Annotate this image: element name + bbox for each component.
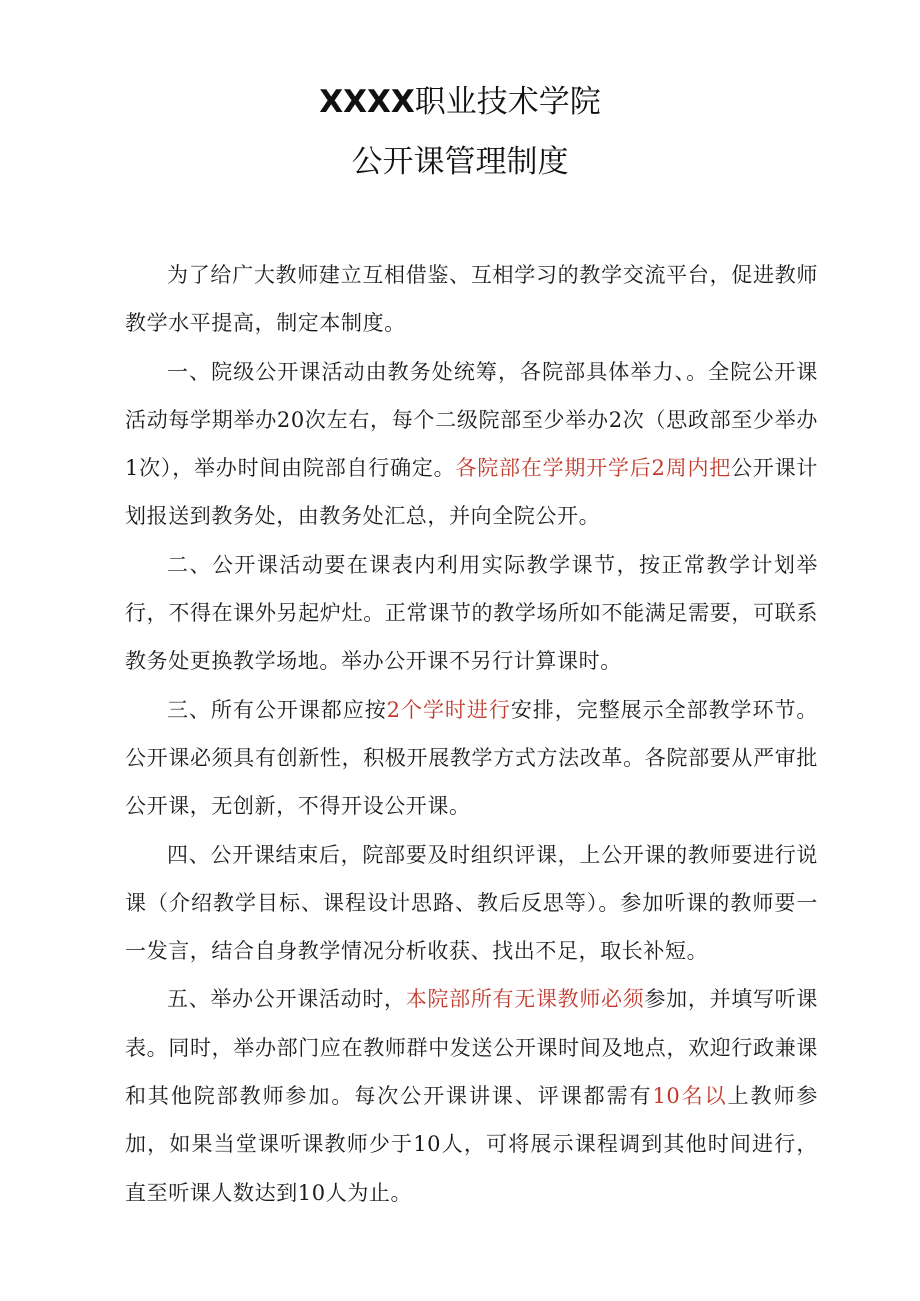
paragraph-clause-4 — [125, 831, 818, 976]
paragraph-clause-5 — [125, 975, 818, 1216]
highlighted-text: 10名以 — [652, 1084, 728, 1109]
paragraph-text: 安排，完整展示全部教学环节。公开课必须具有创新性，积极开展教学方式方法改革。各院部要从严审批公开课，无创新，不得开设公开课。 — [125, 697, 819, 819]
paragraph-text: 一、院级公开课活动由教务处统筹，各院部具体举力、。全院公开课活动每学期举办20次左右，每个二级院部至少举办2次（思政部至少举办1次），举办时间由院部自行确定。 — [125, 359, 818, 481]
document-body — [125, 251, 818, 1217]
institution-type: 职业技术学院 — [414, 84, 601, 120]
institution-name-placeholder: XXXX — [319, 84, 415, 120]
paragraph-clause-1 — [125, 348, 818, 541]
highlighted-text: 2个学时进行 — [386, 697, 511, 722]
paragraph-text: 公开课计划报送到教务处，由教务处汇总，并向全院公开。 — [125, 456, 818, 529]
paragraph-text: 四、公开课结束后，院部要及时组织评课，上公开课的教师要进行说课（介绍教学目标、课程设计思路、教后反思等）。参加听课的教师要一一发言，结合自身教学情况分析收获、找出不足，取长补短。 — [125, 842, 818, 964]
highlighted-text: 本院部所有无课教师必须 — [405, 987, 645, 1012]
document-title-line-2: 公开课管理制度 — [351, 144, 569, 180]
paragraph-text: 二、公开课活动要在课表内利用实际教学课节，按正常教学计划举行，不得在课外另起炉灶。正常课节的教学场所如不能满足需要，可联系教务处更换教学场地。举办公开课不另行计算课时。 — [125, 552, 818, 674]
paragraph-clause-2 — [125, 541, 818, 686]
paragraph-text: 三、所有公开课都应按 — [167, 697, 387, 722]
paragraph-intro — [125, 251, 818, 348]
document-title-line-1 — [0, 82, 920, 122]
paragraph-text: 为了给广大教师建立互相借鉴、互相学习的教学交流平台，促进教师教学水平提高，制定本制度。 — [125, 263, 818, 336]
paragraph-clause-3 — [125, 686, 818, 831]
paragraph-text: 五、举办公开课活动时， — [167, 987, 406, 1012]
paragraph-text: 参加，并填写听课表。同时，举办部门应在教师群中发送公开课时间及地点，欢迎行政兼课和其他院部教师参加。每次公开课讲课、评课都需有 — [125, 987, 818, 1109]
paragraph-text: 上教师参加，如果当堂课听课教师少于10人，可将展示课程调到其他时间进行，直至听课人数达到10人为止。 — [125, 1084, 818, 1205]
highlighted-text: 各院部在学期开学后2周内把 — [455, 456, 732, 481]
